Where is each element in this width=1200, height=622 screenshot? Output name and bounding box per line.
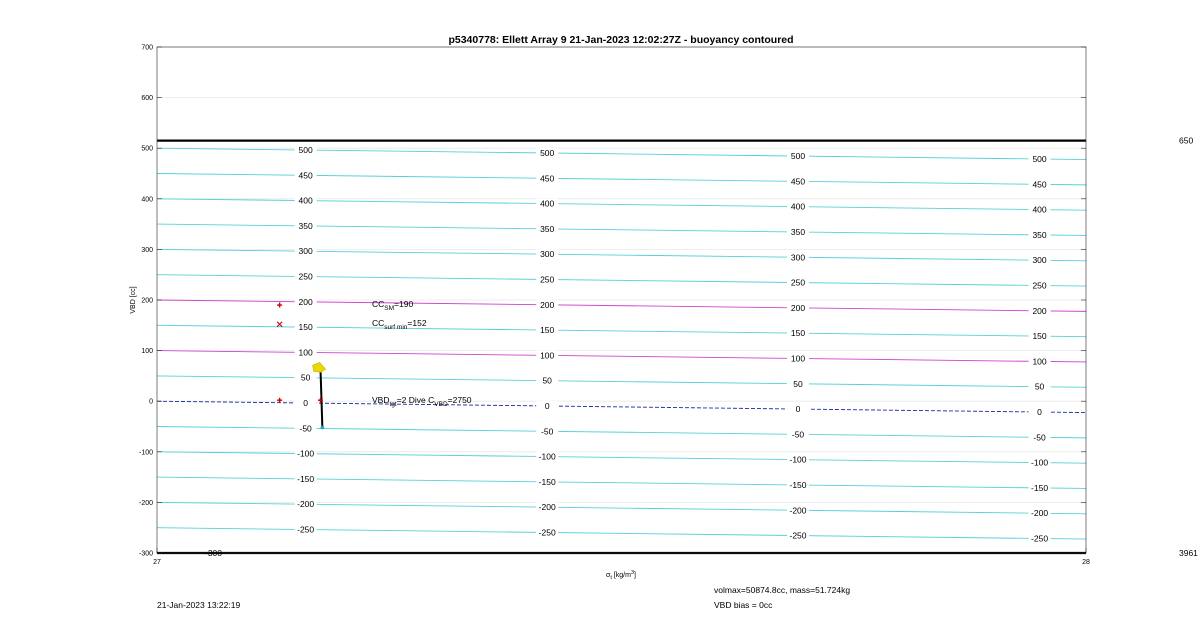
contour-label: -200 [789, 505, 807, 516]
x-tick-label: 27 [153, 559, 161, 566]
contour-label: -50 [1033, 432, 1046, 443]
contour-label: 0 [1037, 407, 1042, 418]
contour-label: 300 [1032, 255, 1047, 266]
contour-label: 100 [540, 350, 555, 361]
contour-label: -150 [297, 473, 315, 484]
vbd-target-annotation: $VBD_{tgt}=2$ Dive $C_{VBD}=2750$ [372, 395, 472, 408]
contour-label: 100 [1032, 356, 1047, 367]
reference-line-label: 3961 [1179, 548, 1198, 558]
contour-label: 450 [540, 173, 555, 184]
contour-label: -250 [789, 530, 807, 541]
contour-label: 400 [1032, 204, 1047, 215]
contour-label: 100 [298, 347, 313, 358]
bottom-left-contour-label: -300 [205, 548, 223, 558]
timestamp-label: 21-Jan-2023 13:22:19 [157, 600, 241, 610]
contour-label: 250 [790, 277, 806, 288]
y-tick-label: -300 [138, 550, 153, 558]
y-tick-label: 0 [149, 398, 153, 406]
contour-label: 0 [795, 404, 801, 415]
contour-label: 200 [298, 296, 313, 307]
contour-label: 300 [298, 246, 313, 257]
contour-label: 250 [540, 274, 555, 285]
y-tick-label: 700 [141, 44, 153, 52]
contour-label: 150 [1032, 331, 1047, 342]
contour-label: -50 [541, 426, 554, 437]
contour-label: 200 [1032, 305, 1047, 316]
contour-label: 100 [790, 353, 806, 364]
contour-label: -150 [538, 476, 556, 487]
contour-label: 0 [544, 400, 550, 411]
contour-label: 250 [1032, 280, 1047, 291]
dive-end-marker [321, 426, 325, 430]
y-axis-label: VBD [cc] [130, 286, 137, 314]
contour-label: -200 [538, 502, 556, 513]
contour-label: -100 [538, 451, 556, 462]
y-tick-label: 600 [141, 95, 153, 103]
y-tick-label: -100 [138, 449, 153, 457]
contour-label: 400 [298, 195, 313, 206]
contour-label: 350 [790, 226, 806, 237]
y-tick-label: 400 [141, 196, 153, 204]
contour-label: 50 [300, 372, 311, 383]
contour-label: 150 [790, 328, 806, 339]
contour-label: 250 [298, 271, 313, 282]
contour-label: 450 [298, 170, 313, 181]
contour-label: -150 [789, 479, 807, 490]
vbd-bias-label: VBD bias = 0cc [714, 600, 773, 610]
contour-label: 500 [790, 151, 806, 162]
contour-label: 50 [542, 375, 552, 386]
contour-label: -100 [789, 454, 807, 465]
contour-label: 350 [540, 223, 555, 234]
x-axis-label: $\sigma_t$ $[kg/m^3]$ [606, 570, 636, 581]
contour-label: -250 [297, 524, 315, 535]
contour-label: 400 [540, 198, 555, 209]
contour-label: 500 [1032, 154, 1047, 165]
y-tick-label: 200 [141, 297, 153, 305]
contour-label: 0 [303, 398, 309, 409]
contour-label: -200 [1031, 508, 1049, 519]
y-tick-label: 500 [141, 145, 153, 153]
contour-label: 50 [793, 378, 803, 389]
contour-label: 200 [540, 299, 555, 310]
cc-surf-min-annotation: $CC_{surf min}=152$ [372, 318, 427, 331]
contour-label: 150 [540, 325, 555, 336]
contour-label: 300 [790, 252, 806, 263]
chart-title: p5340778: Ellett Array 9 21-Jan-2023 12:02:27Z - buoyancy contoured [448, 34, 794, 46]
contour-label: 450 [1032, 179, 1047, 190]
contour-label: 500 [540, 147, 555, 158]
contour-label: -50 [791, 429, 805, 440]
y-tick-label: -200 [138, 499, 153, 507]
contour-label: 400 [790, 201, 806, 212]
cc-sm-annotation: $CC_{SM}=190$ [372, 299, 414, 312]
contour-label: -100 [1031, 457, 1049, 468]
contour-label: -100 [297, 448, 315, 459]
contour-label: 350 [298, 220, 313, 231]
contour-label: -150 [1031, 482, 1049, 493]
contour-label: -250 [1031, 533, 1049, 544]
contour-label: -50 [299, 423, 312, 434]
x-tick-label: 28 [1082, 559, 1090, 566]
reference-line-label: 650 [1179, 135, 1194, 146]
volmax-label: volmax=50874.8cc, mass=51.724kg [714, 585, 851, 595]
contour-label: 500 [298, 145, 313, 156]
y-tick-label: 100 [141, 348, 153, 356]
contour-label: 300 [540, 249, 555, 260]
contour-label: 350 [1032, 229, 1047, 240]
contour-label: 450 [790, 176, 806, 187]
contour-label: 150 [298, 322, 313, 333]
contour-label: 50 [1034, 381, 1045, 392]
y-tick-label: 300 [141, 246, 153, 254]
contour-label: -250 [538, 527, 556, 538]
contour-label: -200 [297, 499, 315, 510]
contour-label: 200 [790, 302, 806, 313]
